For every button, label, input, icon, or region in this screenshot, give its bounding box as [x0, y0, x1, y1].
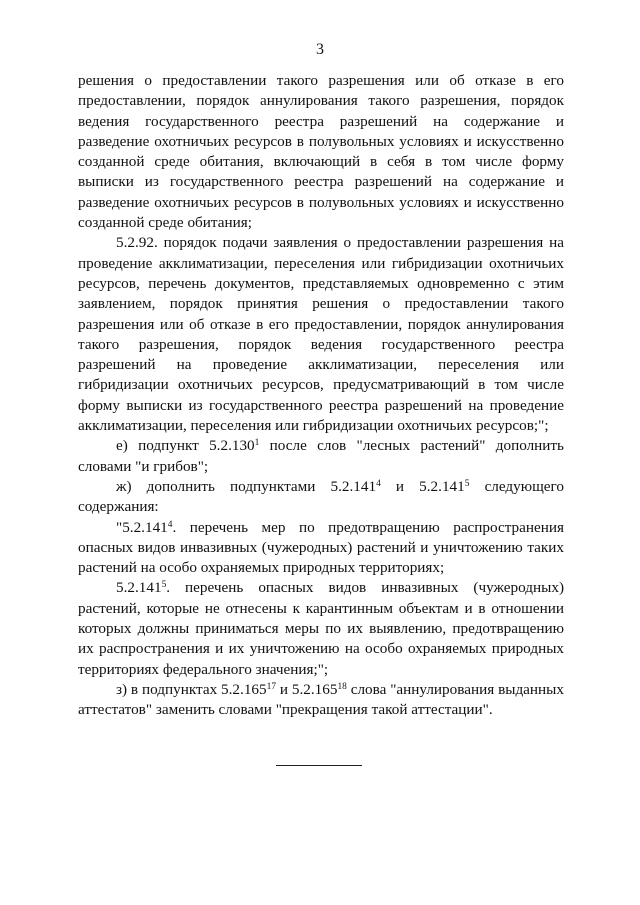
- paragraph-5-2-92: 5.2.92. порядок подачи заявления о предоставлении разрешения на проведение акклиматизации, переселения или гибридизации охотничьих ресурсов, перечень документов, представляемых одновременно с этим заявлением, порядок принятия решения о предоставлении такого разрешения или об отказе в его предоставлении, порядок аннулирования такого разрешения, порядок ведения государственного реестра разрешений на проведение акклиматизации, переселения или гибридизации охотничьих ресурсов, предусматривающий в том числе форму выписки из государственного реестра разрешений на проведение акклиматизации, переселения или гибридизации охотничьих ресурсов;";: [78, 234, 564, 435]
- paragraph-item-z: [78, 680, 564, 721]
- superscript: 5: [161, 580, 167, 591]
- paragraph-5-2-141-4: [78, 518, 564, 579]
- paragraph-item-zh-start: ж) дополнить подпунктами 5.2.141: [116, 477, 377, 495]
- paragraph-item-e-end: после слов "лесных растений" дополнить словами "и грибов";: [78, 437, 564, 475]
- superscript: 1: [254, 438, 260, 449]
- paragraph-item-e-start: е) подпункт 5.2.130: [116, 437, 255, 455]
- paragraph-item-e: [78, 436, 564, 477]
- paragraph-5-2-141-5-end: . перечень опасных видов инвазивных (чужеродных) растений, которые не отнесены к карантинным объектам и в отношении которых должны приниматься меры по их выявлению, предотвращению их распространения и их уничтожению на особо охраняемых природных территориях федерального значения;";: [78, 579, 564, 678]
- superscript: 18: [337, 681, 347, 692]
- paragraph-5-2-141-5-start: 5.2.141: [116, 579, 162, 597]
- paragraph-item-zh-middle: и 5.2.141: [380, 477, 465, 495]
- paragraph-5-2-141-4-start: "5.2.141: [116, 518, 168, 536]
- page-number: 3: [316, 41, 324, 58]
- paragraph-item-z-middle: и 5.2.165: [276, 680, 338, 698]
- superscript: 5: [464, 478, 470, 489]
- superscript: 17: [266, 681, 277, 692]
- document-body: [78, 71, 564, 721]
- paragraph-5-2-141-4-end: . перечень мер по предотвращению распространения опасных видов инвазивных (чужеродных) растений и уничтожению таких растений на особо охраняемых природных территориях;: [78, 518, 564, 577]
- paragraph-continuation: решения о предоставлении такого разрешения или об отказе в его предоставлении, порядок аннулирования такого разрешения, порядок ведения государственного реестра разрешений на содержание и разведение охотничьих ресурсов в полувольных условиях и искусственно созданной среде обитания, включающий в себя в том числе форму выписки из государственного реестра разрешений на содержание и разведение охотничьих ресурсов в полувольных условиях и искусственно созданной среде обитания;: [78, 72, 564, 232]
- superscript: 4: [376, 478, 381, 489]
- paragraph-item-zh-end: следующего содержания:: [78, 477, 564, 516]
- paragraph-item-zh: [78, 477, 564, 518]
- superscript: 4: [167, 519, 173, 530]
- end-of-text-rule: [276, 765, 362, 766]
- paragraph-item-z-end: слова "аннулирования выданных аттестатов" заменить словами "прекращения такой аттестации".: [78, 680, 564, 719]
- paragraph-5-2-141-5: [78, 578, 564, 679]
- paragraph-item-z-start: з) в подпунктах 5.2.165: [116, 680, 267, 698]
